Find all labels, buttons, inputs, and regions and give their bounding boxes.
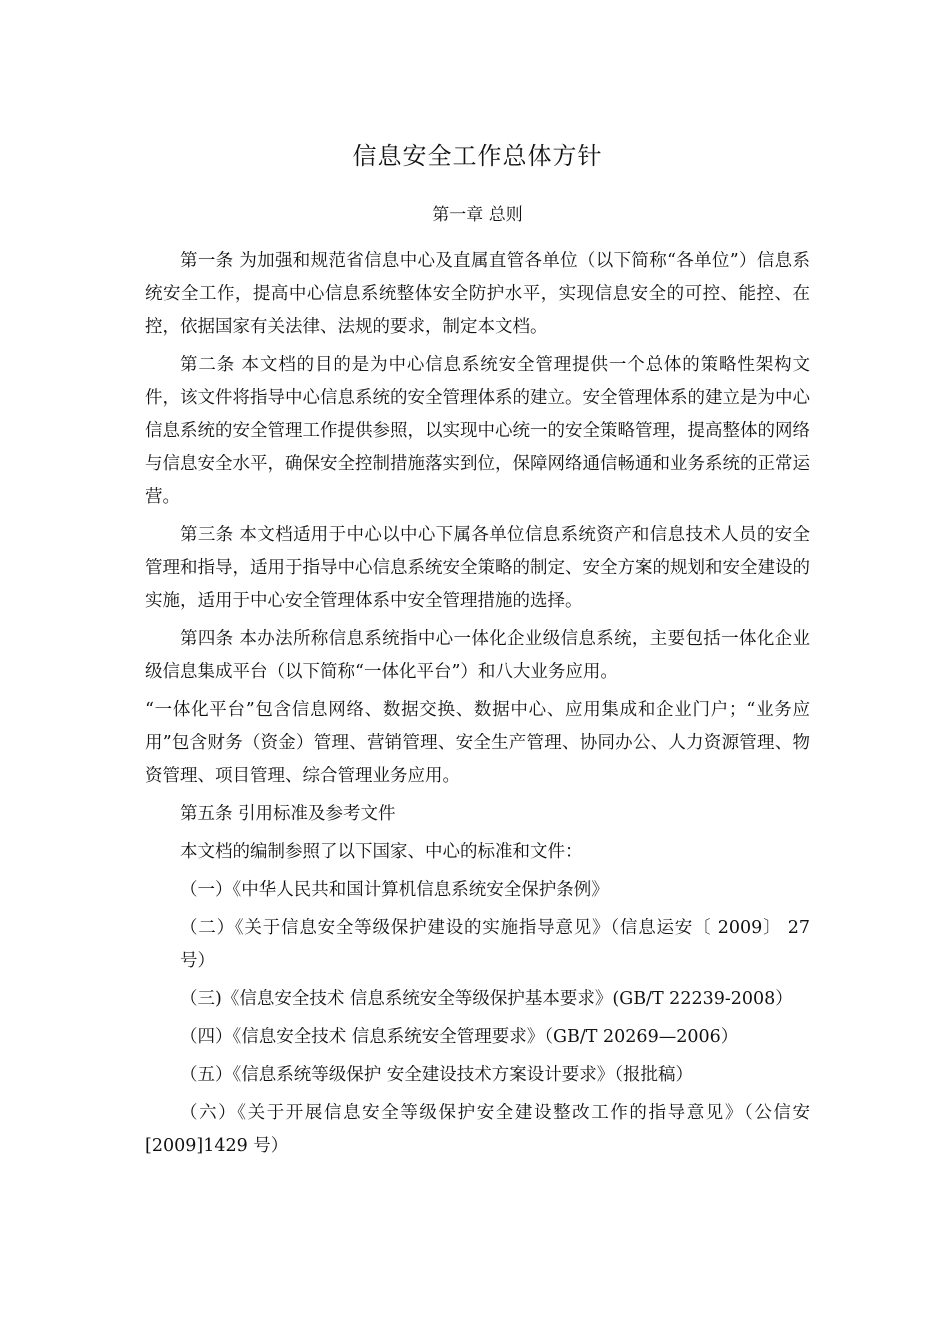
article-3: 第三条 本文档适用于中心以中心下属各单位信息系统资产和信息技术人员的安全管理和指导，适用于指导中心信息系统安全策略的制定、安全方案的规划和安全建设的实施，适用于中心安全管理体系中安全管理措施的选择。	[145, 525, 810, 611]
article-2: 第二条 本文档的目的是为中心信息系统安全管理提供一个总体的策略性架构文件，该文件将指导中心信息系统的安全管理体系的建立。安全管理体系的建立是为中心信息系统的安全管理工作提供参照，以实现中心统一的安全策略管理，提高整体的网络与信息安全水平，确保安全控制措施落实到位，保障网络通信畅通和业务系统的正常运营。	[145, 355, 810, 507]
article-4: 第四条 本办法所称信息系统指中心一体化企业级信息系统，主要包括一体化企业级信息集成平台（以下简称“一体化平台”）和八大业务应用。	[145, 629, 810, 682]
article-1: 第一条 为加强和规范省信息中心及直属直管各单位（以下简称“各单位”）信息系统安全工作，提高中心信息系统整体安全防护水平，实现信息安全的可控、能控、在控，依据国家有关法律、法规的要求，制定本文档。	[145, 251, 810, 337]
document-title: 信息安全工作总体方针	[352, 142, 603, 170]
chapter-heading: 第一章 总则	[432, 205, 523, 225]
document-body	[145, 245, 810, 1168]
reference-item-4: （四）《信息安全技术 信息系统安全管理要求》（GB/T 20269—2006）	[180, 1027, 739, 1047]
document-page	[145, 0, 810, 1344]
reference-item-3: （三)《信息安全技术 信息系统安全等级保护基本要求》(GB/T 22239-2008）	[180, 989, 793, 1009]
article-4-continuation: “一体化平台”包含信息网络、数据交换、数据中心、应用集成和企业门户；“业务应用”包含财务（资金）管理、营销管理、安全生产管理、协同办公、人力资源管理、物资管理、项目管理、综合管理业务应用。	[145, 700, 810, 786]
article-5-intro: 本文档的编制参照了以下国家、中心的标准和文件：	[180, 842, 583, 862]
reference-item-1: （一）《中华人民共和国计算机信息系统安全保护条例》	[180, 880, 609, 900]
reference-item-5: （五）《信息系统等级保护 安全建设技术方案设计要求》（报批稿）	[180, 1065, 694, 1085]
reference-item-6: （六）《关于开展信息安全等级保护安全建设整改工作的指导意见》（公信安[2009]1429 号）	[145, 1103, 810, 1156]
article-5: 第五条 引用标准及参考文件	[180, 804, 396, 824]
reference-item-2: （二）《关于信息安全等级保护建设的实施指导意见》（信息运安〔 2009〕 27 号）	[180, 918, 810, 971]
